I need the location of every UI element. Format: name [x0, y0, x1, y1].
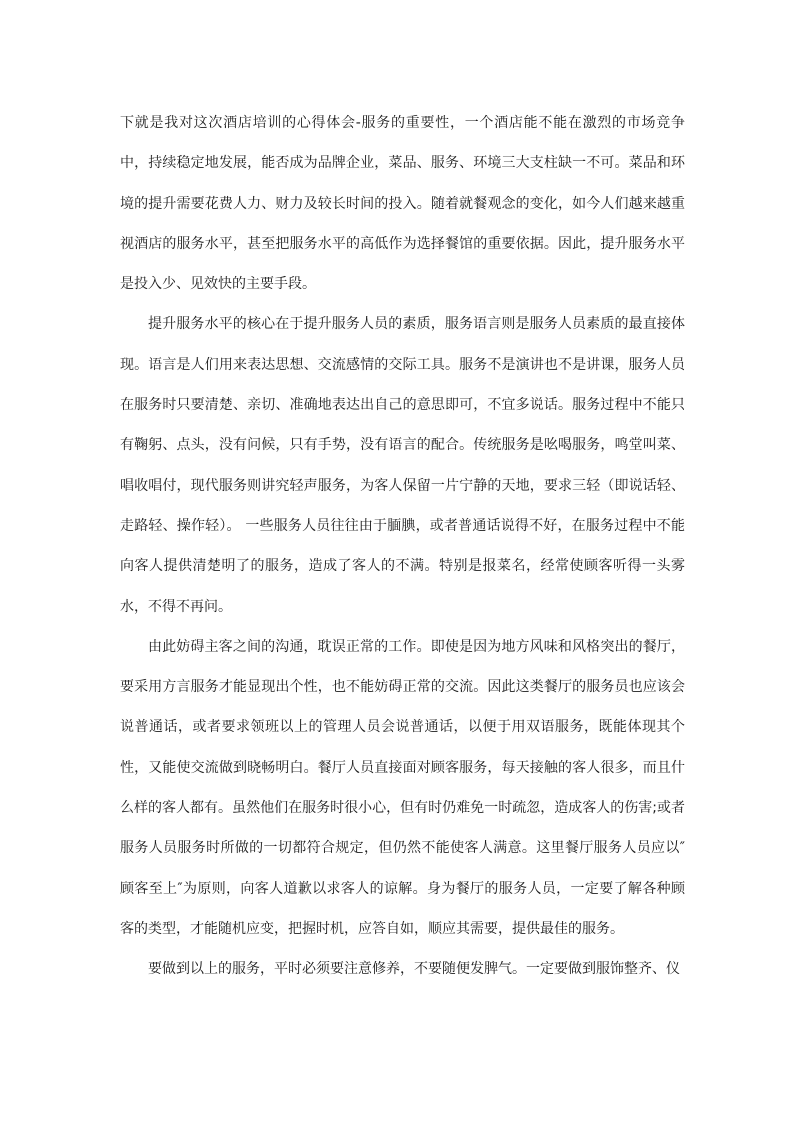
- document-body: [120, 103, 685, 990]
- paragraph-1: 下就是我对这次酒店培训的心得体会-服务的重要性，一个酒店能不能在激烈的市场竞争中，持续稳定地发展，能否成为品牌企业，菜品、服务、环境三大支柱缺一不可。菜品和环境的提升需要花费人力、财力及较长时间的投入。随着就餐观念的变化，如今人们越来越重视酒店的服务水平，甚至把服务水平的高低作为选择餐馆的重要依据。因此，提升服务水平是投入少、见效快的主要手段。: [120, 115, 685, 293]
- paragraph-4: 要做到以上的服务，平时必须要注意修养，不要随便发脾气。一定要做到服饰整齐、仪: [148, 961, 680, 978]
- paragraph-3: 由此妨碍主客之间的沟通，耽误正常的工作。即使是因为地方风味和风格突出的餐厅，要采用方言服务才能显现出个性，也不能妨碍正常的交流。因此这类餐厅的服务员也应该会说普通话，或者要求领班以上的管理人员会说普通话，以便于用双语服务，既能体现其个性，又能使交流做到晓畅明白。餐厅人员直接面对顾客服务，每天接触的客人很多，而且什么样的客人都有。虽然他们在服务时很小心，但有时仍难免一时疏忽，造成客人的伤害;或者服务人员服务时所做的一切都符合规定，但仍然不能使客人满意。这里餐厅服务人员应以″顾客至上″为原则，向客人道歉以求客人的谅解。身为餐厅的服务人员，一定要了解各种顾客的类型，才能随机应变，把握时机，应答自如，顺应其需要，提供最佳的服务。: [120, 638, 685, 937]
- paragraph-2: 提升服务水平的核心在于提升服务人员的素质，服务语言则是服务人员素质的最直接体现。语言是人们用来表达思想、交流感情的交际工具。服务不是演讲也不是讲课，服务人员在服务时只要清楚、亲切、准确地表达出自己的意思即可，不宜多说话。服务过程中不能只有鞠躬、点头，没有问候，只有手势，没有语言的配合。传统服务是吆喝服务，鸣堂叫菜、唱收唱付，现代服务则讲究轻声服务，为客人保留一片宁静的天地，要求三轻（即说话轻、走路轻、操作轻）。 一些服务人员往往由于腼腆，或者普通话说得不好，在服务过程中不能向客人提供清楚明了的服务，造成了客人的不满。特别是报菜名，经常使顾客听得一头雾水，不得不再问。: [120, 316, 685, 615]
